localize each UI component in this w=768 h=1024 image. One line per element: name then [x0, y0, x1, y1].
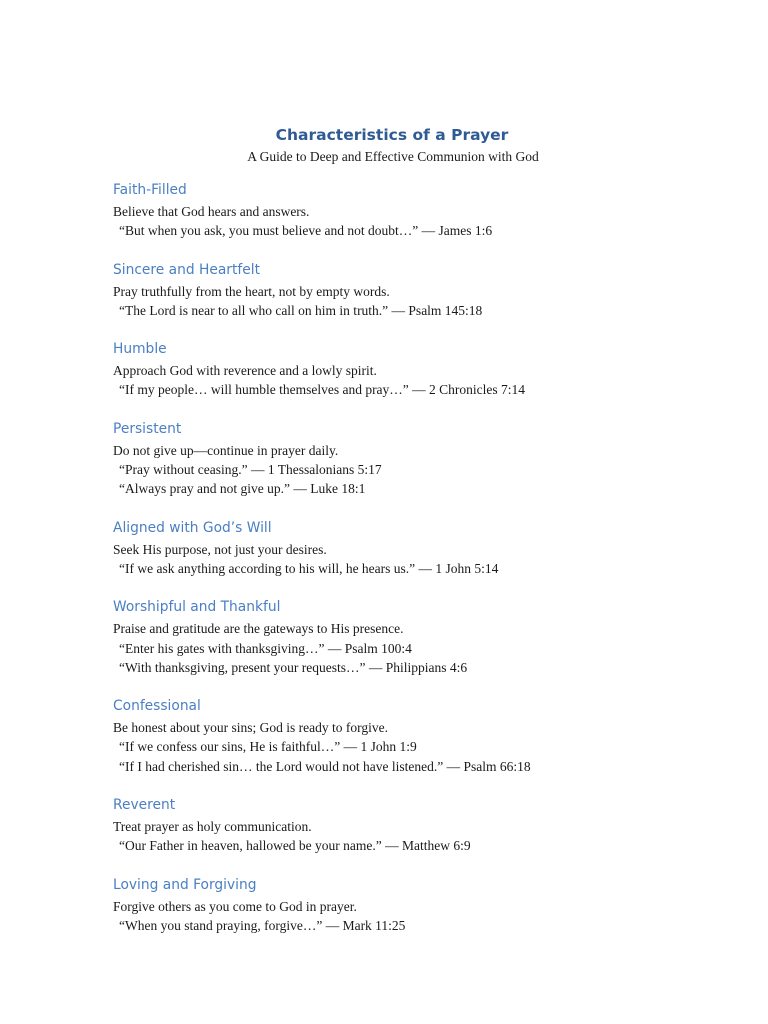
- scripture-quote: “If we confess our sins, He is faithful…” — 1 John 1:9: [119, 739, 417, 755]
- section-description: Approach God with reverence and a lowly spirit.: [113, 363, 377, 379]
- section-heading: Reverent: [113, 797, 176, 814]
- section-description: Pray truthfully from the heart, not by empty words.: [113, 283, 390, 299]
- section: [113, 419, 673, 499]
- scripture-quote: “When you stand praying, forgive…” — Mark 11:25: [119, 917, 406, 933]
- scripture-quote: “But when you ask, you must believe and not doubt…” — James 1:6: [119, 223, 493, 239]
- section-description: Forgive others as you come to God in prayer.: [113, 898, 357, 914]
- scripture-quote: “Enter his gates with thanksgiving…” — Psalm 100:4: [119, 640, 412, 656]
- section: [113, 597, 673, 677]
- section-description: Believe that God hears and answers.: [113, 204, 310, 219]
- scripture-quote: “Always pray and not give up.” — Luke 18:1: [119, 481, 366, 497]
- scripture-quote: “If we ask anything according to his will, he hears us.” — 1 John 5:14: [119, 560, 499, 576]
- scripture-quote: “The Lord is near to all who call on him in truth.” — Psalm 145:18: [119, 302, 483, 318]
- section-description: Treat prayer as holy communication.: [113, 819, 312, 835]
- section-heading: Aligned with God’s Will: [113, 519, 272, 536]
- section-description: Seek His purpose, not just your desires.: [113, 541, 327, 557]
- section-heading: Confessional: [113, 698, 201, 715]
- section-heading: Persistent: [113, 420, 182, 437]
- scripture-quote: “Pray without ceasing.” — 1 Thessalonians 5:17: [119, 462, 382, 478]
- section: [113, 339, 673, 400]
- section-heading: Loving and Forgiving: [113, 876, 257, 893]
- document-page: [113, 123, 673, 935]
- section: [113, 180, 673, 241]
- section-heading: Worshipful and Thankful: [113, 599, 281, 616]
- section-heading: Humble: [113, 341, 167, 358]
- section-description: Be honest about your sins; God is ready to forgive.: [113, 720, 388, 736]
- scripture-quote: “If I had cherished sin… the Lord would not have listened.” — Psalm 66:18: [119, 758, 531, 774]
- section: [113, 795, 673, 856]
- sections-list: [113, 180, 673, 935]
- scripture-quote: “With thanksgiving, present your requests…” — Philippians 4:6: [119, 659, 468, 675]
- section-heading: Sincere and Heartfelt: [113, 261, 260, 278]
- document-title: Characteristics of a Prayer: [275, 126, 509, 144]
- section: [113, 260, 673, 321]
- scripture-quote: “If my people… will humble themselves and pray…” — 2 Chronicles 7:14: [119, 382, 526, 398]
- section-description: Praise and gratitude are the gateways to His presence.: [113, 621, 404, 637]
- scripture-quote: “Our Father in heaven, hallowed be your name.” — Matthew 6:9: [119, 838, 471, 854]
- section: [113, 518, 673, 579]
- section: [113, 696, 673, 776]
- document-subtitle: A Guide to Deep and Effective Communion with God: [247, 149, 539, 164]
- section: [113, 875, 673, 936]
- section-heading: Faith-Filled: [113, 182, 187, 198]
- section-description: Do not give up—continue in prayer daily.: [113, 442, 339, 458]
